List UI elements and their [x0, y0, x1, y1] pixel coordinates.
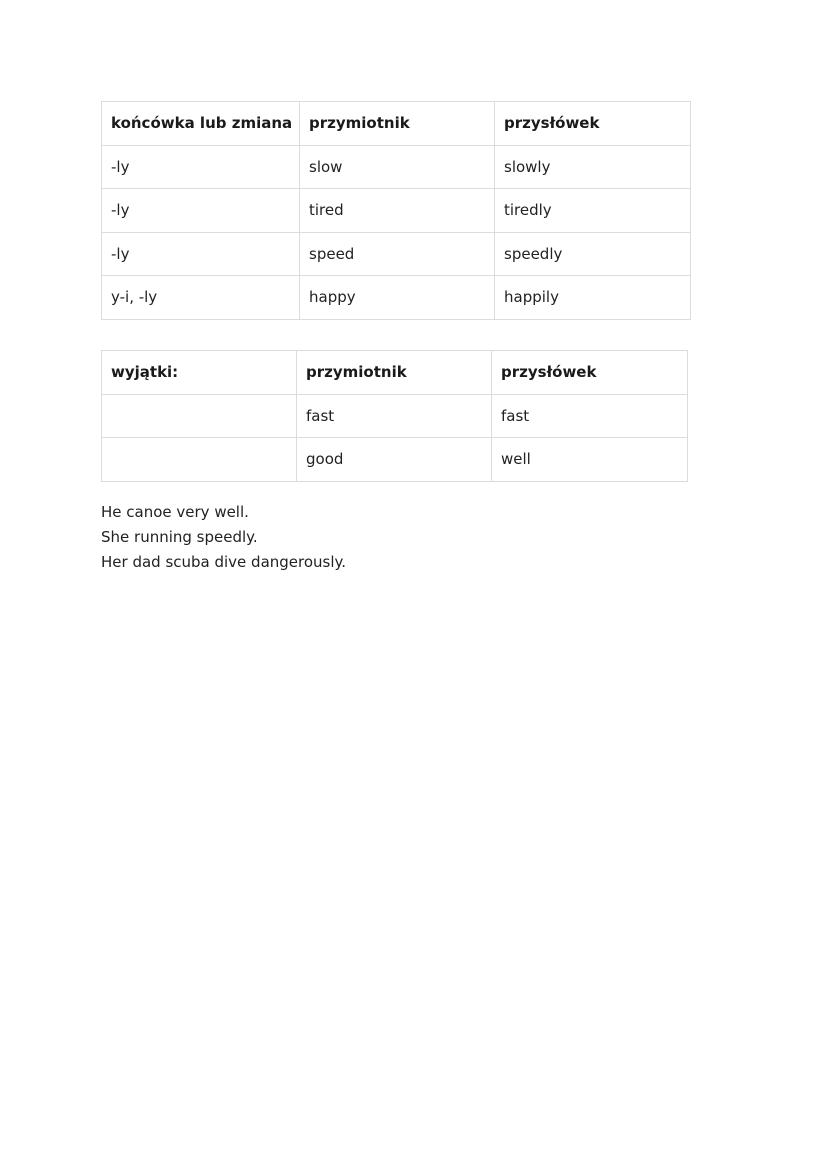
sentence: He canoe very well. [101, 503, 249, 521]
table-row [102, 276, 691, 320]
exception-label-cell [102, 438, 297, 482]
adverb-cell: happily [495, 276, 691, 320]
adverb-cell: tiredly [495, 189, 691, 233]
sentence: She running speedly. [101, 528, 258, 546]
table-row [102, 232, 691, 276]
example-sentences [101, 500, 346, 575]
sentence: Her dad scuba dive dangerously. [101, 553, 347, 571]
ending-cell: -ly [102, 232, 300, 276]
adverb-cell: well [492, 438, 688, 482]
adverb-cell: speedly [495, 232, 691, 276]
header-adverb: przysłówek [492, 351, 688, 395]
adjective-cell: happy [300, 276, 495, 320]
adjective-cell: fast [297, 394, 492, 438]
table-row [102, 394, 688, 438]
table-row [102, 189, 691, 233]
adjective-cell: speed [300, 232, 495, 276]
adjective-cell: tired [300, 189, 495, 233]
adverb-cell: fast [492, 394, 688, 438]
table-header-row [102, 351, 688, 395]
table-row [102, 145, 691, 189]
header-adverb: przysłówek [495, 102, 691, 146]
header-ending: końcówka lub zmiana [102, 102, 300, 146]
adjective-cell: slow [300, 145, 495, 189]
table-header-row [102, 102, 691, 146]
exception-label-cell [102, 394, 297, 438]
exceptions-table [101, 350, 688, 482]
adjective-cell: good [297, 438, 492, 482]
table-row [102, 438, 688, 482]
adverb-cell: slowly [495, 145, 691, 189]
adverb-formation-table [101, 101, 691, 320]
ending-cell: y-i, -ly [102, 276, 300, 320]
header-adjective: przymiotnik [297, 351, 492, 395]
header-adjective: przymiotnik [300, 102, 495, 146]
header-exceptions: wyjątki: [102, 351, 297, 395]
ending-cell: -ly [102, 145, 300, 189]
ending-cell: -ly [102, 189, 300, 233]
